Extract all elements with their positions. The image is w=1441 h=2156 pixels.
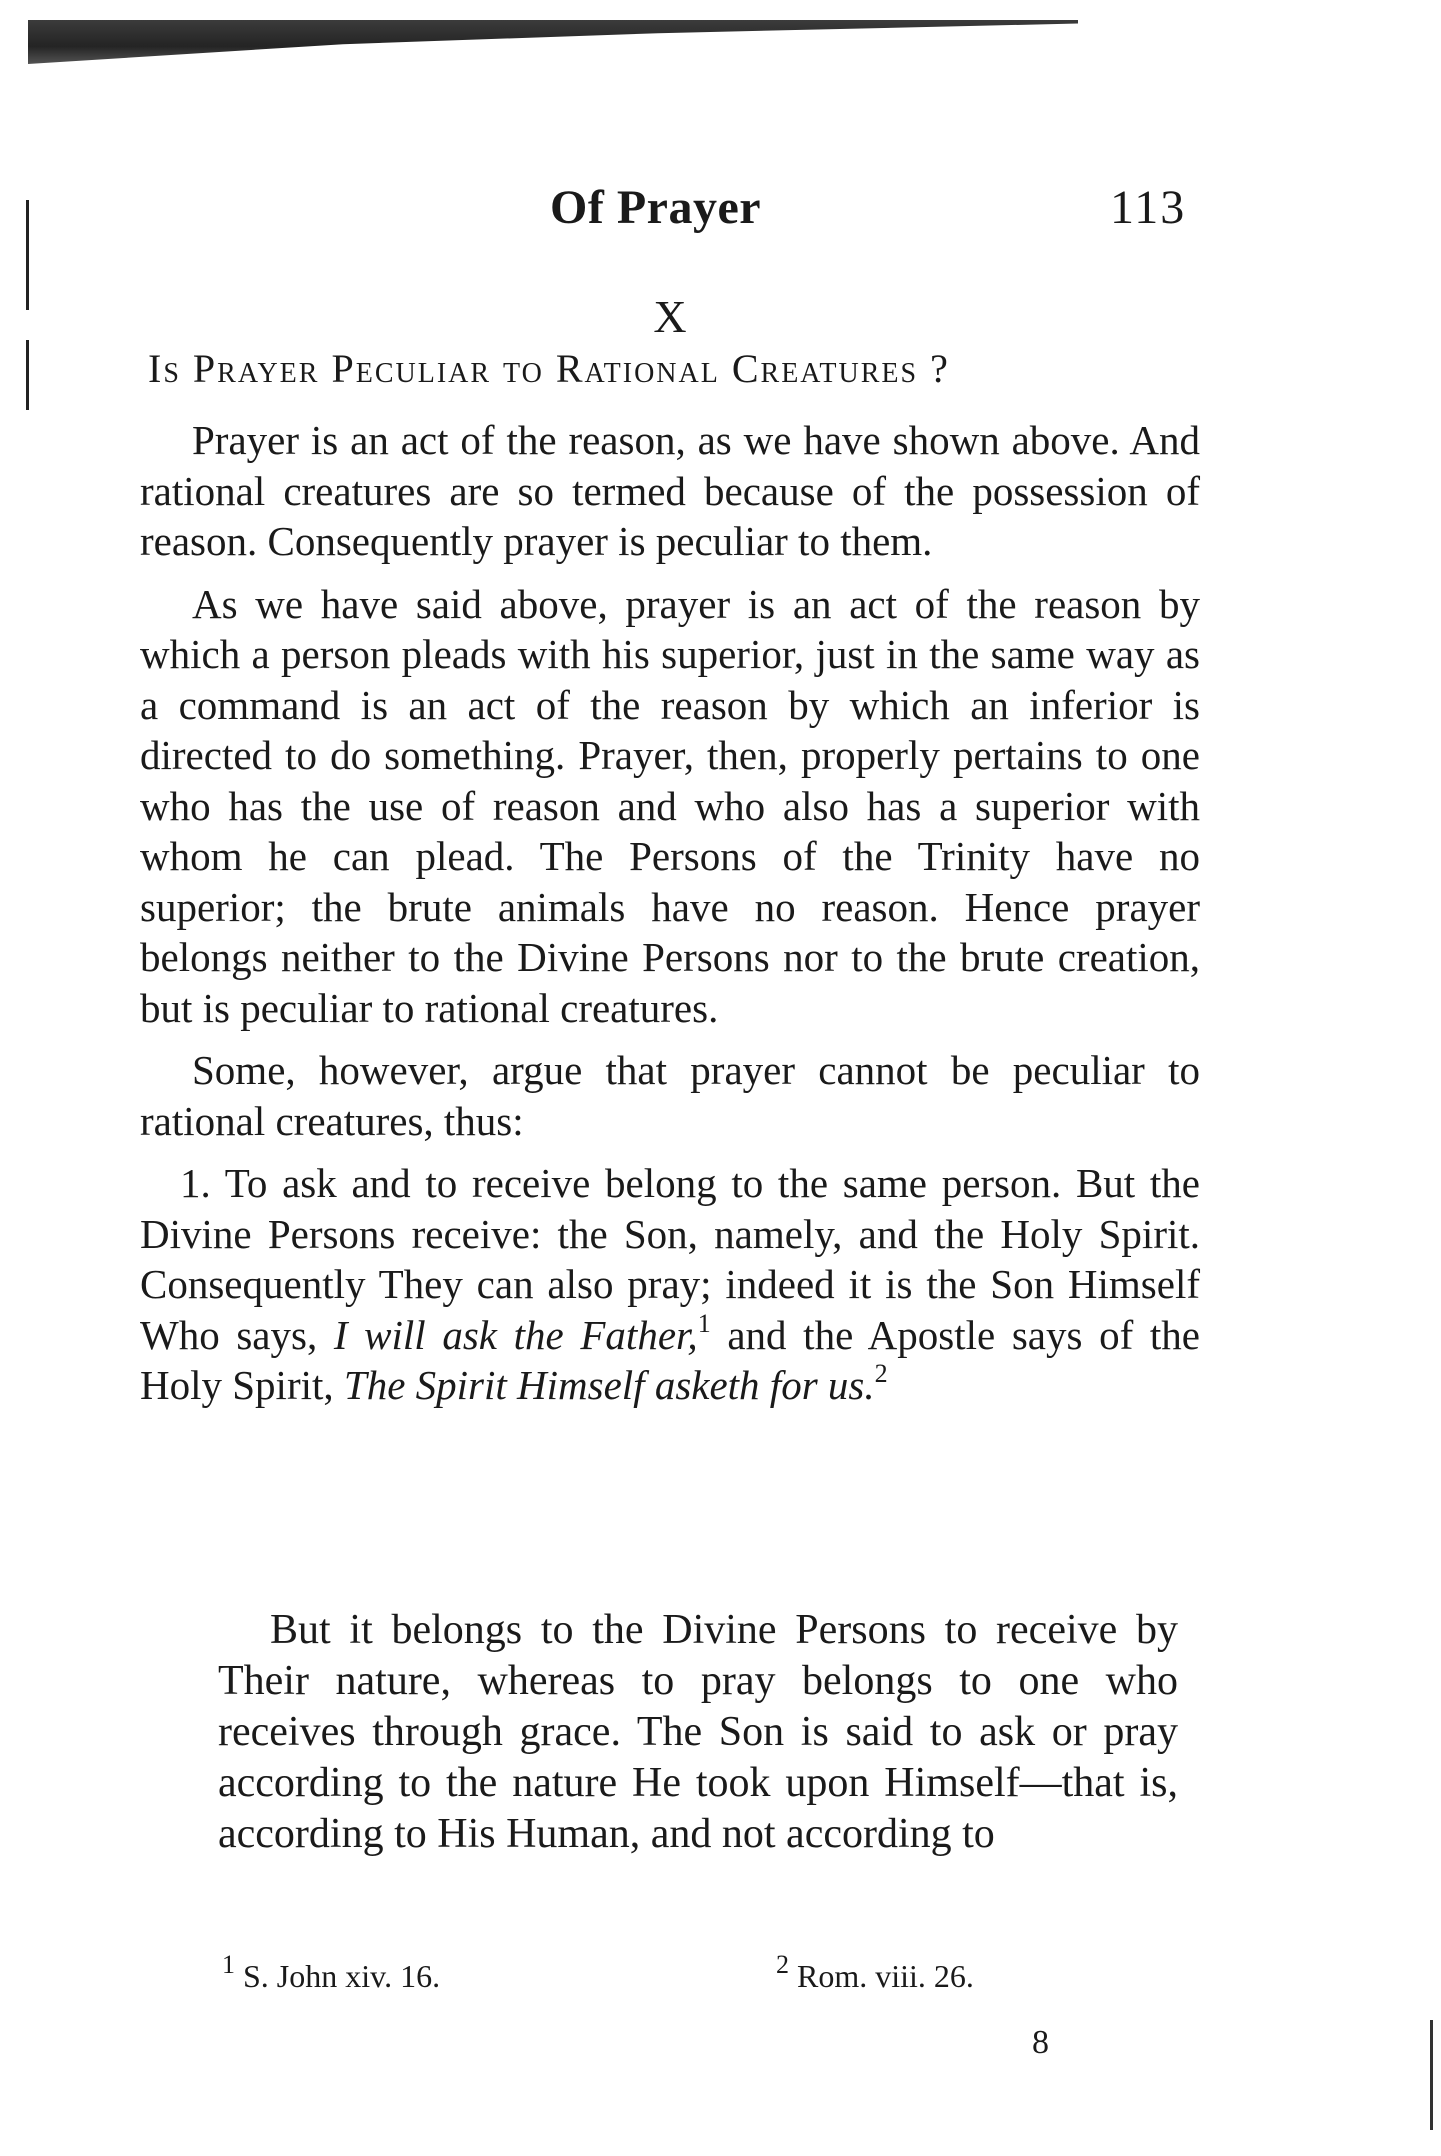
objection-1 xyxy=(140,1158,1200,1411)
footnote-ref-1: 1 xyxy=(697,1308,711,1338)
paragraph-3: Some, however, argue that prayer cannot be peculiar to rational creatures, thus: xyxy=(140,1047,1200,1144)
scripture-quote-2: The Spirit Himself asketh for us. xyxy=(343,1362,875,1408)
scripture-quote-1: I will ask the Father, xyxy=(333,1311,698,1358)
reply-paragraph: But it belongs to the Divine Persons to receive by Their nature, whereas to pray belongs to one who receives through grace. The Son is said to ask or pray according to the nature He took upon Himself—that is, according to His Human, and not according to xyxy=(218,1607,1178,1857)
footnote-2-text: Rom. viii. 26. xyxy=(797,1958,974,1994)
reply-block xyxy=(218,1605,1178,1860)
section-number: X xyxy=(653,291,687,342)
running-head xyxy=(0,180,1441,250)
section-title: Is Prayer Peculiar to Rational Creatures ? xyxy=(148,346,950,391)
signature-mark: 8 xyxy=(1032,2024,1049,2061)
scan-margin-mark xyxy=(26,340,29,410)
paragraph-2: As we have said above, prayer is an act of the reason by which a person pleads with his superior, just in the same way as a command is an act of the reason by which an inferior is directed to do something. Prayer, then, properly pertains to one who has the use of reason and who also has a superior with whom he can plead. The Persons of the Trinity have no superior; the brute animals have no reason. Hence prayer belongs neither to the Divine Persons nor to the brute creation, but is peculiar to rational creatures. xyxy=(140,580,1200,1031)
body-text xyxy=(140,415,1200,1423)
footnote-1-text: S. John xiv. 16. xyxy=(243,1958,441,1994)
objection-1-middle: and the Apostle says of the Holy Spirit, xyxy=(140,1311,1201,1408)
scan-edge-mark xyxy=(1430,2020,1433,2130)
objection-1-lead: 1. To ask and to receive belong to the same person. But the Divine Persons receive: the Son, namely, and the Holy Spirit. Consequently They can also pray; indeed it is the Son Himself Who says, xyxy=(140,1160,1200,1358)
paragraph-1: Prayer is an act of the reason, as we have shown above. And rational creatures are so termed because of the possession of reason. Consequently prayer is peculiar to them. xyxy=(140,417,1200,564)
footnote-1 xyxy=(222,1950,441,1995)
footnote-ref-2: 2 xyxy=(874,1359,888,1389)
scan-edge-shadow xyxy=(28,20,1078,64)
running-title: Of Prayer xyxy=(550,181,762,234)
page-number: 113 xyxy=(1110,181,1187,234)
footnote-2-mark: 2 xyxy=(776,1950,789,1980)
footnote-1-mark: 1 xyxy=(222,1950,235,1980)
footnote-2 xyxy=(776,1950,974,1995)
